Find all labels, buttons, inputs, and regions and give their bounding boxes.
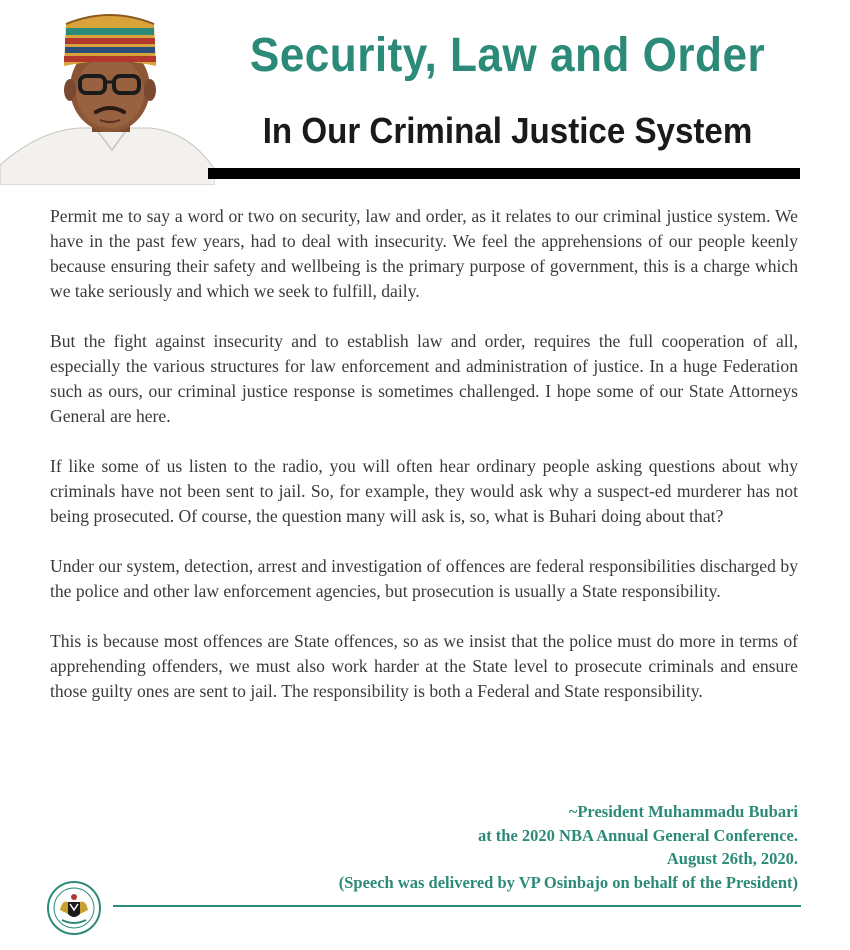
attribution-note: (Speech was delivered by VP Osinbajo on behalf of the President) (338, 872, 798, 892)
page-subtitle: In Our Criminal Justice System (262, 110, 753, 151)
president-portrait-illustration (0, 0, 215, 185)
paragraph-3: If like some of us listen to the radio, you will often hear ordinary people asking questions about why criminals have not been sent to jail. So, for example, they would ask why a suspect-ed murderer has not being prosecuted. Of course, the question many will ask is, so, what is Buhari doing about that? (50, 456, 798, 526)
paragraph-4: Under our system, detection, arrest and investigation of offences are federal responsibilities discharged by the police and other law enforcement agencies, but prosecution is usually a State responsibility. (50, 556, 798, 601)
attribution (339, 800, 798, 894)
paragraph-1: Permit me to say a word or two on security, law and order, as it relates to our criminal justice system. We have in the past few years, had to deal with insecurity. We feel the apprehensions of our people keenly because ensuring their safety and wellbeing is the primary purpose of government, this is a charge which we take seriously and which we seek to fulfill, daily. (50, 206, 798, 301)
attribution-event: at the 2020 NBA Annual General Conference. (477, 825, 798, 845)
attribution-speaker: ~President Muhammadu Bubari (568, 802, 798, 821)
title-underline (208, 168, 800, 179)
page-title: Security, Law and Order (249, 29, 766, 82)
paragraph-2: But the fight against insecurity and to establish law and order, requires the full cooperation of all, especially the various structures for law enforcement and administration of justice. In a huge Federation such as ours, our criminal justice response is sometimes challenged. I hope some of our State Attorneys General are here. (50, 331, 798, 426)
attribution-date: August 26th, 2020. (666, 849, 798, 868)
speech-body (50, 204, 798, 729)
footer-rule (113, 905, 801, 907)
paragraph-5: This is because most offences are State offences, so as we insist that the police must do more in terms of apprehending offenders, we must also work harder at the State level to prosecute criminals and ensure those guilty ones are sent to jail. The responsibility is both a Federal and State responsibility. (50, 631, 798, 701)
coat-of-arms-seal-icon (46, 880, 102, 936)
